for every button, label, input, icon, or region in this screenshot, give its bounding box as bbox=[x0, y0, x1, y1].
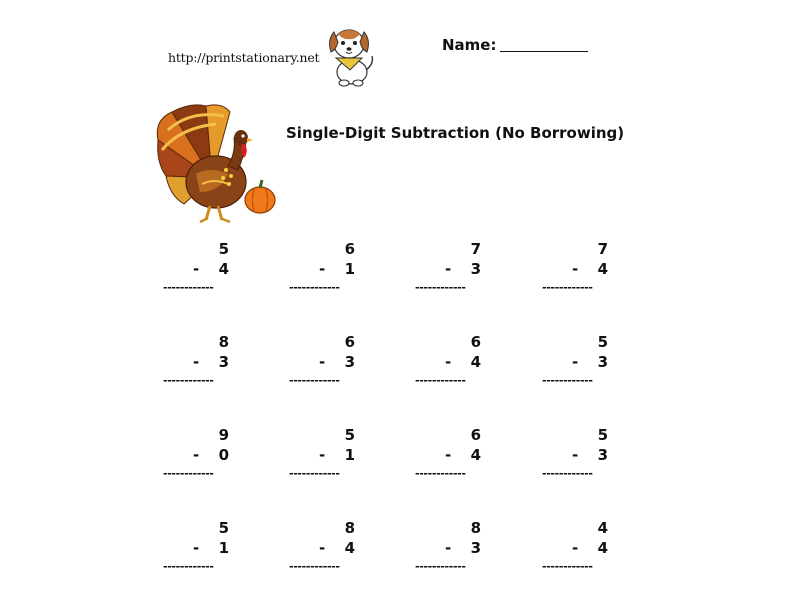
subtraction-problem bbox=[163, 333, 263, 393]
minuend: 6 bbox=[470, 426, 481, 444]
site-url: http://printstationary.net bbox=[168, 50, 320, 65]
subtraction-problem bbox=[542, 519, 642, 579]
minus-sign: - bbox=[572, 353, 579, 371]
minuend: 4 bbox=[597, 519, 608, 537]
answer-line[interactable]: ------------ bbox=[289, 374, 340, 387]
subtraction-problem bbox=[415, 240, 515, 300]
minus-sign: - bbox=[193, 353, 200, 371]
name-label: Name: bbox=[442, 36, 497, 54]
answer-line[interactable]: ------------ bbox=[415, 560, 466, 573]
minus-sign: - bbox=[193, 260, 200, 278]
subtraction-problem bbox=[289, 426, 389, 486]
subtrahend: 1 bbox=[344, 446, 355, 464]
minus-sign: - bbox=[319, 539, 326, 557]
minuend: 5 bbox=[218, 519, 229, 537]
minuend: 9 bbox=[218, 426, 229, 444]
subtrahend: 4 bbox=[218, 260, 229, 278]
answer-line[interactable]: ------------ bbox=[542, 281, 593, 294]
subtraction-problem bbox=[163, 240, 263, 300]
minus-sign: - bbox=[445, 539, 452, 557]
answer-line[interactable]: ------------ bbox=[415, 281, 466, 294]
answer-line[interactable]: ------------ bbox=[415, 374, 466, 387]
minus-sign: - bbox=[193, 446, 200, 464]
subtrahend: 3 bbox=[597, 446, 608, 464]
subtrahend: 4 bbox=[470, 446, 481, 464]
subtraction-problem bbox=[415, 333, 515, 393]
subtraction-problem bbox=[415, 519, 515, 579]
answer-line[interactable]: ------------ bbox=[163, 560, 214, 573]
answer-line[interactable]: ------------ bbox=[163, 374, 214, 387]
subtrahend: 4 bbox=[597, 260, 608, 278]
minus-sign: - bbox=[445, 260, 452, 278]
minuend: 5 bbox=[218, 240, 229, 258]
subtraction-problem bbox=[542, 333, 642, 393]
subtraction-problem bbox=[289, 519, 389, 579]
minuend: 8 bbox=[344, 519, 355, 537]
answer-line[interactable]: ------------ bbox=[289, 560, 340, 573]
minuend: 5 bbox=[597, 426, 608, 444]
subtrahend: 3 bbox=[218, 353, 229, 371]
answer-line[interactable]: ------------ bbox=[542, 374, 593, 387]
minuend: 6 bbox=[344, 333, 355, 351]
answer-line[interactable]: ------------ bbox=[289, 467, 340, 480]
minus-sign: - bbox=[572, 539, 579, 557]
subtrahend: 3 bbox=[597, 353, 608, 371]
subtrahend: 4 bbox=[597, 539, 608, 557]
subtraction-problem bbox=[542, 240, 642, 300]
answer-line[interactable]: ------------ bbox=[542, 467, 593, 480]
subtrahend: 4 bbox=[344, 539, 355, 557]
minus-sign: - bbox=[319, 446, 326, 464]
subtraction-problem bbox=[289, 240, 389, 300]
minuend: 5 bbox=[344, 426, 355, 444]
subtrahend: 0 bbox=[218, 446, 229, 464]
minuend: 7 bbox=[470, 240, 481, 258]
subtrahend: 3 bbox=[470, 260, 481, 278]
answer-line[interactable]: ------------ bbox=[542, 560, 593, 573]
name-blank-line[interactable] bbox=[500, 51, 588, 52]
answer-line[interactable]: ------------ bbox=[289, 281, 340, 294]
subtraction-problem bbox=[163, 519, 263, 579]
minuend: 6 bbox=[470, 333, 481, 351]
minus-sign: - bbox=[445, 446, 452, 464]
minuend: 8 bbox=[470, 519, 481, 537]
minuend: 6 bbox=[344, 240, 355, 258]
worksheet-title: Single-Digit Subtraction (No Borrowing) bbox=[286, 124, 625, 142]
turkey-clipart bbox=[150, 100, 280, 230]
minus-sign: - bbox=[572, 446, 579, 464]
subtrahend: 3 bbox=[470, 539, 481, 557]
subtraction-problem bbox=[163, 426, 263, 486]
subtraction-problem bbox=[542, 426, 642, 486]
subtraction-problem bbox=[415, 426, 515, 486]
minus-sign: - bbox=[319, 260, 326, 278]
minuend: 8 bbox=[218, 333, 229, 351]
subtrahend: 1 bbox=[344, 260, 355, 278]
answer-line[interactable]: ------------ bbox=[415, 467, 466, 480]
puppy-clipart bbox=[322, 22, 378, 88]
minus-sign: - bbox=[445, 353, 452, 371]
subtrahend: 3 bbox=[344, 353, 355, 371]
minus-sign: - bbox=[319, 353, 326, 371]
subtrahend: 1 bbox=[218, 539, 229, 557]
answer-line[interactable]: ------------ bbox=[163, 467, 214, 480]
minus-sign: - bbox=[193, 539, 200, 557]
minuend: 5 bbox=[597, 333, 608, 351]
minus-sign: - bbox=[572, 260, 579, 278]
minuend: 7 bbox=[597, 240, 608, 258]
subtraction-problem bbox=[289, 333, 389, 393]
answer-line[interactable]: ------------ bbox=[163, 281, 214, 294]
subtrahend: 4 bbox=[470, 353, 481, 371]
